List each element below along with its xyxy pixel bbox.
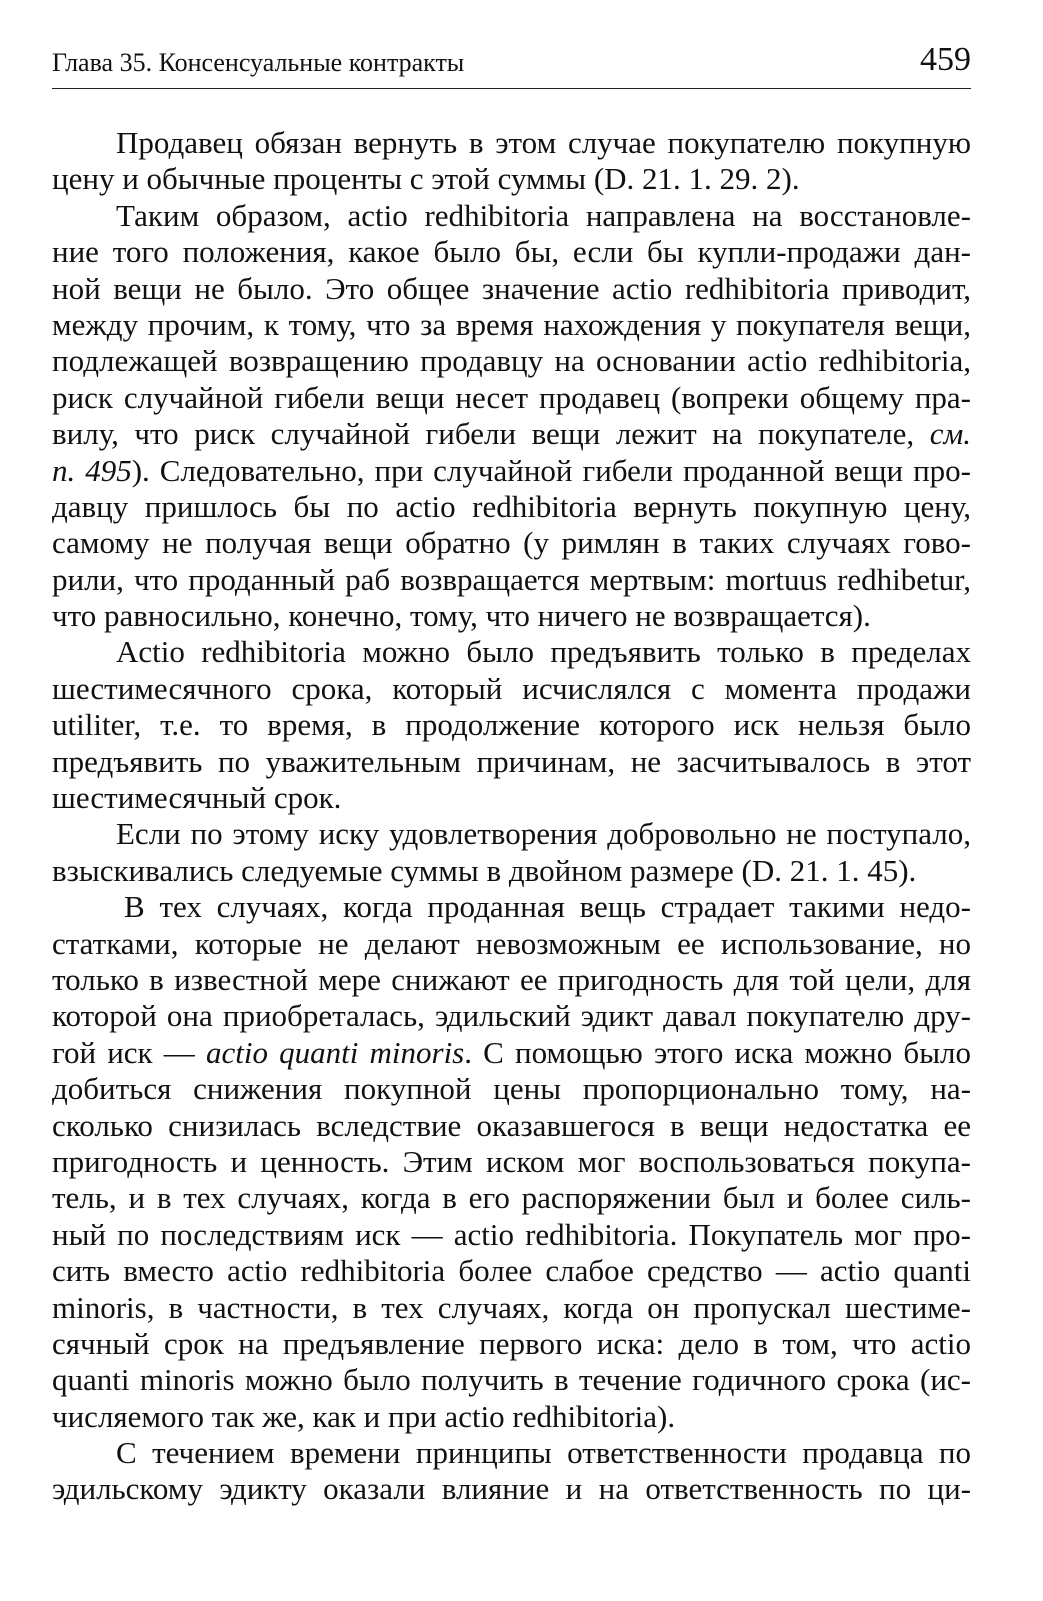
paragraph xyxy=(52,889,971,1435)
text-line: ние того положения, какое было бы, если бы купли-продажи дан- xyxy=(52,234,971,270)
text-line: статками, которые не делают невозможным ее использование, но xyxy=(52,925,971,961)
text-line: тель, и в тех случаях, когда в его распоряжении был и более силь- xyxy=(52,1180,971,1216)
text-line: рили, что проданный раб возвращается мертвым: mortuus redhibetur, xyxy=(52,561,971,597)
text-line: между прочим, к тому, что за время нахождения у покупателя вещи, xyxy=(52,306,971,342)
paragraph xyxy=(52,816,971,889)
latin-term: actio quanti minoris xyxy=(205,1034,465,1070)
cross-reference: п. 495 xyxy=(52,452,132,488)
text-line: Таким образом, actio redhibitoria направлена на восстановле- xyxy=(116,197,971,233)
running-head xyxy=(52,42,971,89)
text-line: сить вместо actio redhibitoria более слабое средство — actio quanti xyxy=(52,1253,971,1289)
text-line: п. 495). Следовательно, при случайной гибели проданной вещи про- xyxy=(52,452,971,488)
text-line: риск случайной гибели вещи несет продавец (вопреки общему пра- xyxy=(52,379,971,415)
text-line: самому не получая вещи обратно (у римлян в таких случаях гово- xyxy=(52,525,971,561)
text-line: пригодность и ценность. Этим иском мог воспользоваться покупа- xyxy=(52,1143,971,1179)
text-line: подлежащей возвращению продавцу на основании actio redhibitoria, xyxy=(52,343,971,379)
text-line: что равносильно, конечно, тому, что ничего не возвращается). xyxy=(52,598,871,634)
text-line: которой она приобреталась, эдильский эдикт давал покупателю дру- xyxy=(52,998,971,1034)
text-line: гой иск — actio quanti minoris. С помощью этого иска можно было xyxy=(52,1034,971,1070)
text-line: ный по последствиям иск — actio redhibitoria. Покупатель мог про- xyxy=(52,1216,971,1252)
text-line: сколько снизилась вследствие оказавшегося в вещи недостатка ее xyxy=(52,1107,971,1143)
text-line: utiliter, т.е. то время, в продолжение которого иск нельзя было xyxy=(52,707,971,743)
text-line: ной вещи не было. Это общее значение actio redhibitoria приводит, xyxy=(52,270,971,306)
text-line: шестимесячный срок. xyxy=(52,780,342,816)
text-line: сячный срок на предъявление первого иска: дело в том, что actio xyxy=(52,1325,971,1361)
text-line: Actio redhibitoria можно было предъявить только в пределах xyxy=(116,634,971,670)
text-line: взыскивались следуемые суммы в двойном размере (D. 21. 1. 45). xyxy=(52,852,917,888)
text-line: Продавец обязан вернуть в этом случае покупателю покупную xyxy=(116,125,971,160)
text-line: шестимесячного срока, который исчислялся с момента продажи xyxy=(52,670,971,706)
cross-reference: см. xyxy=(929,416,971,452)
text-line: цену и обычные проценты с этой суммы (D. 21. 1. 29. 2). xyxy=(52,161,800,197)
text-line: вилу, что риск случайной гибели вещи лежит на покупателе, см. xyxy=(52,416,971,452)
text-line: эдильскому эдикту оказали влияние и на ответственность по ци- xyxy=(52,1471,971,1507)
page-number: 459 xyxy=(920,41,971,78)
text-line: quanti minoris можно было получить в течение годичного срока (ис- xyxy=(52,1362,971,1398)
paragraph xyxy=(52,1435,971,1508)
body-text xyxy=(52,125,971,1508)
text-line: В тех случаях, когда проданная вещь страдает такими недо- xyxy=(124,889,971,925)
text-line: С течением времени принципы ответственности продавца по xyxy=(116,1435,971,1471)
text-line: числяемого так же, как и при actio redhibitoria). xyxy=(52,1398,676,1434)
paragraph xyxy=(52,634,971,816)
text-line: добиться снижения покупной цены пропорционально тому, на- xyxy=(52,1071,971,1107)
text-line: minoris, в частности, в тех случаях, когда он пропускал шестиме- xyxy=(52,1289,971,1325)
text-line: только в известной мере снижают ее пригодность для той цели, для xyxy=(52,961,971,997)
text-line: предъявить по уважительным причинам, не засчитывалось в этот xyxy=(52,743,971,779)
chapter-title: Глава 35. Консенсуальные контракты xyxy=(52,48,465,77)
text-line: Если по этому иску удовлетворения добровольно не поступало, xyxy=(116,816,971,852)
paragraph xyxy=(52,125,971,198)
text-line: давцу пришлось бы по actio redhibitoria вернуть покупную цену, xyxy=(52,488,971,524)
paragraph xyxy=(52,198,971,635)
